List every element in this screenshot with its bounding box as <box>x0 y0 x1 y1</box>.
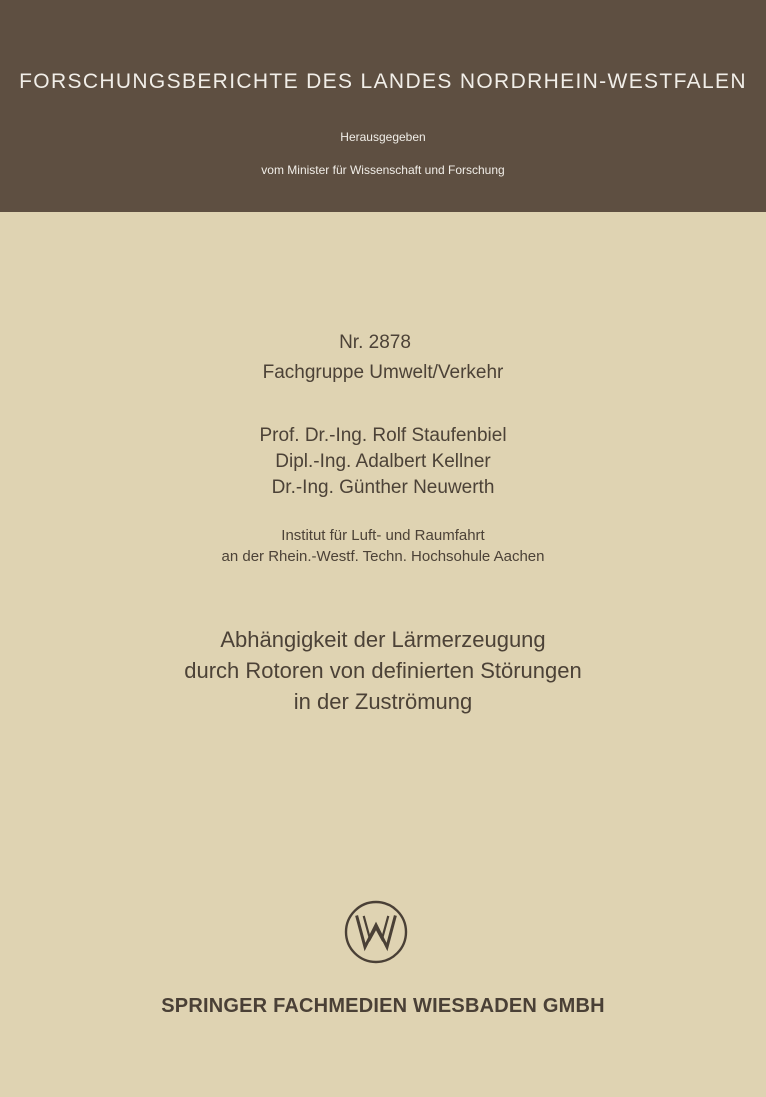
author-name: Dr.-Ing. Günther Neuwerth <box>271 477 495 498</box>
university-name: an der Rhein.-Westf. Techn. Hochsohule Aachen <box>221 548 545 565</box>
title-line: durch Rotoren von definierten Störungen <box>184 658 582 683</box>
author-name: Prof. Dr.-Ing. Rolf Staufenbiel <box>259 425 507 446</box>
title-line: Abhängigkeit der Lärmerzeugung <box>220 627 546 652</box>
editor-line: Herausgegeben <box>340 130 426 144</box>
institute-name: Institut für Luft- und Raumfahrt <box>281 527 485 544</box>
publisher-name: SPRINGER FACHMEDIEN WIESBADEN GMBH <box>161 995 605 1017</box>
publisher-logo-icon <box>341 897 411 967</box>
subject-group: Fachgruppe Umwelt/Verkehr <box>262 362 504 383</box>
report-number: Nr. 2878 <box>339 332 411 353</box>
title-line: in der Zuströmung <box>293 689 473 714</box>
author-name: Dipl.-Ing. Adalbert Kellner <box>275 451 491 472</box>
ministry-line: vom Minister für Wissenschaft und Forschung <box>261 163 505 177</box>
series-header-band <box>0 0 766 212</box>
institute-block <box>0 525 766 567</box>
book-title <box>0 624 766 717</box>
series-title: FORSCHUNGSBERICHTE DES LANDES NORDRHEIN-WESTFALEN <box>19 70 747 93</box>
authors-block <box>0 423 766 501</box>
